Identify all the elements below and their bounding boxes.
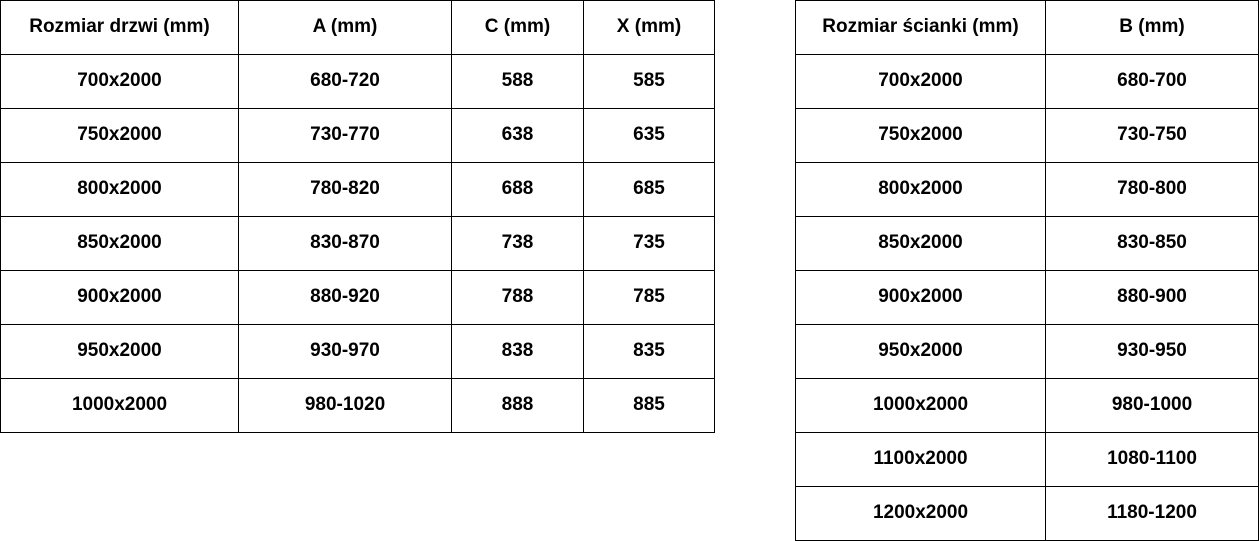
table-row xyxy=(796,487,1259,541)
column-header-a: A (mm) xyxy=(239,1,452,55)
cell-x: 885 xyxy=(584,379,715,433)
cell-b: 880-900 xyxy=(1046,271,1259,325)
cell-c: 838 xyxy=(452,325,584,379)
cell-door-size: 750x2000 xyxy=(1,109,239,163)
table-row xyxy=(1,325,715,379)
cell-wall-size: 1200x2000 xyxy=(796,487,1046,541)
cell-b: 930-950 xyxy=(1046,325,1259,379)
cell-door-size: 800x2000 xyxy=(1,163,239,217)
cell-x: 785 xyxy=(584,271,715,325)
cell-b: 680-700 xyxy=(1046,55,1259,109)
table-row xyxy=(1,379,715,433)
cell-a: 780-820 xyxy=(239,163,452,217)
cell-b: 780-800 xyxy=(1046,163,1259,217)
cell-b: 980-1000 xyxy=(1046,379,1259,433)
cell-b: 730-750 xyxy=(1046,109,1259,163)
table-row xyxy=(796,433,1259,487)
cell-b: 1080-1100 xyxy=(1046,433,1259,487)
cell-wall-size: 1000x2000 xyxy=(796,379,1046,433)
table-row xyxy=(1,163,715,217)
doors-dimension-table xyxy=(0,0,715,433)
cell-door-size: 700x2000 xyxy=(1,55,239,109)
table-header-row xyxy=(796,1,1259,55)
cell-c: 738 xyxy=(452,217,584,271)
cell-door-size: 950x2000 xyxy=(1,325,239,379)
table-row xyxy=(796,379,1259,433)
cell-c: 888 xyxy=(452,379,584,433)
cell-x: 585 xyxy=(584,55,715,109)
cell-a: 980-1020 xyxy=(239,379,452,433)
cell-x: 635 xyxy=(584,109,715,163)
column-header-wall-size: Rozmiar ścianki (mm) xyxy=(796,1,1046,55)
column-header-x: X (mm) xyxy=(584,1,715,55)
cell-door-size: 1000x2000 xyxy=(1,379,239,433)
table-header-row xyxy=(1,1,715,55)
cell-door-size: 900x2000 xyxy=(1,271,239,325)
table-row xyxy=(796,217,1259,271)
column-header-door-size: Rozmiar drzwi (mm) xyxy=(1,1,239,55)
cell-c: 638 xyxy=(452,109,584,163)
cell-wall-size: 1100x2000 xyxy=(796,433,1046,487)
table-row xyxy=(796,325,1259,379)
cell-a: 880-920 xyxy=(239,271,452,325)
cell-wall-size: 700x2000 xyxy=(796,55,1046,109)
cell-wall-size: 800x2000 xyxy=(796,163,1046,217)
table-row xyxy=(1,271,715,325)
cell-c: 688 xyxy=(452,163,584,217)
table-row xyxy=(1,55,715,109)
cell-x: 685 xyxy=(584,163,715,217)
cell-door-size: 850x2000 xyxy=(1,217,239,271)
cell-a: 830-870 xyxy=(239,217,452,271)
table-row xyxy=(796,163,1259,217)
cell-c: 588 xyxy=(452,55,584,109)
cell-b: 1180-1200 xyxy=(1046,487,1259,541)
column-header-c: C (mm) xyxy=(452,1,584,55)
table-row xyxy=(796,271,1259,325)
cell-x: 735 xyxy=(584,217,715,271)
cell-a: 930-970 xyxy=(239,325,452,379)
cell-a: 680-720 xyxy=(239,55,452,109)
table-row xyxy=(1,217,715,271)
table-row xyxy=(1,109,715,163)
cell-wall-size: 750x2000 xyxy=(796,109,1046,163)
cell-wall-size: 850x2000 xyxy=(796,217,1046,271)
cell-wall-size: 900x2000 xyxy=(796,271,1046,325)
table-row xyxy=(796,109,1259,163)
wall-dimension-table xyxy=(795,0,1259,541)
column-header-b: B (mm) xyxy=(1046,1,1259,55)
cell-b: 830-850 xyxy=(1046,217,1259,271)
cell-x: 835 xyxy=(584,325,715,379)
cell-a: 730-770 xyxy=(239,109,452,163)
cell-c: 788 xyxy=(452,271,584,325)
cell-wall-size: 950x2000 xyxy=(796,325,1046,379)
table-row xyxy=(796,55,1259,109)
